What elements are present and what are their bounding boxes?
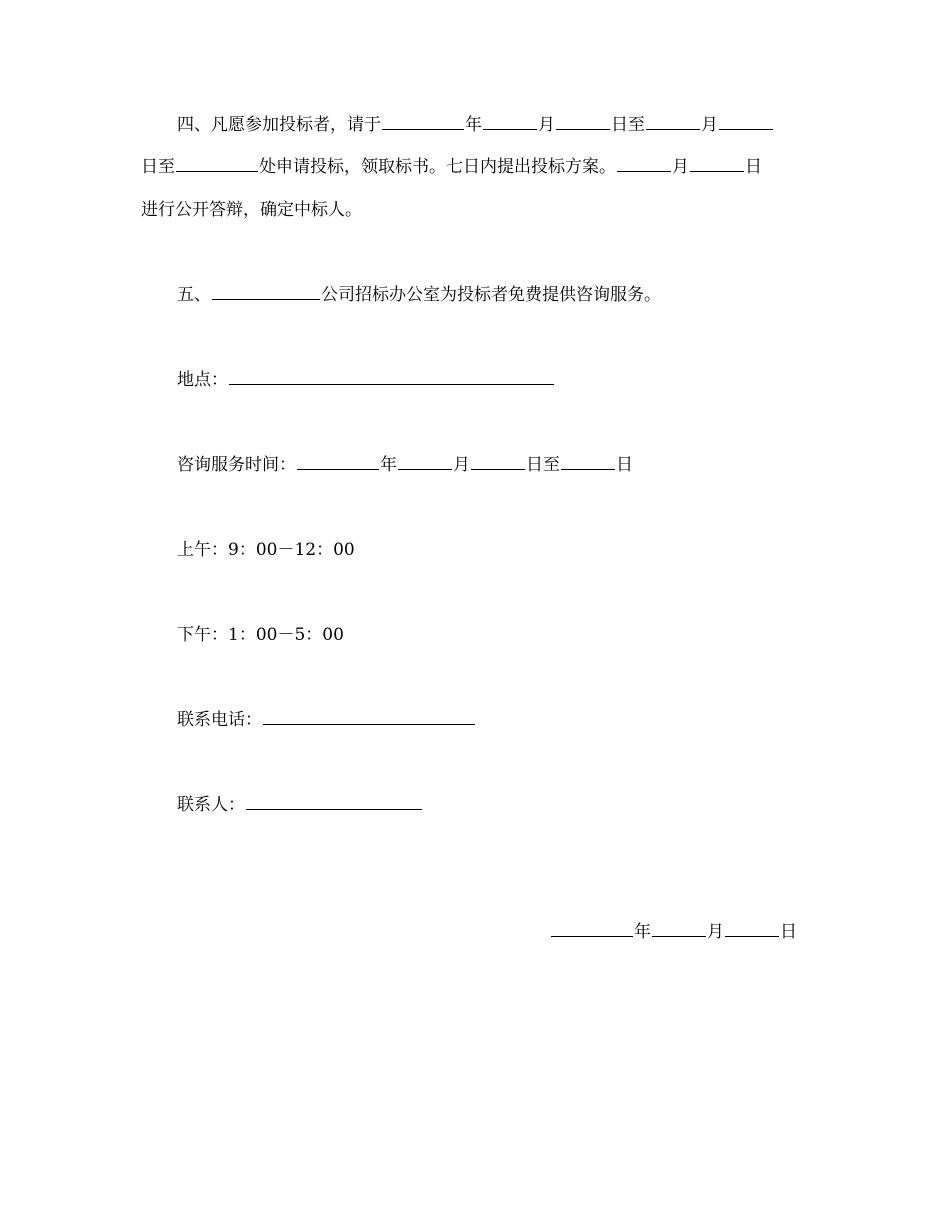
year-label: 年 (465, 115, 482, 135)
para4-apply-text: 处申请投标，领取标书。七日内提出投标方案。 (259, 157, 616, 177)
afternoon-hours (177, 623, 344, 647)
month-label: 月 (701, 115, 718, 135)
year-blank[interactable] (551, 920, 633, 937)
contact-label: 联系人： (177, 795, 245, 815)
para4-closing: 进行公开答辩，确定中标人。 (141, 200, 362, 220)
afternoon-hours-text: 下午：1：00－5：00 (177, 625, 344, 645)
day-blank[interactable] (556, 113, 610, 130)
phone-blank[interactable] (263, 708, 475, 725)
day-blank[interactable] (561, 453, 615, 470)
consult-time-line (177, 453, 633, 477)
morning-hours-text: 上午：9：00－12：00 (177, 540, 355, 560)
para5 (177, 283, 661, 307)
place-blank[interactable] (176, 155, 258, 172)
month-label: 月 (453, 455, 470, 475)
morning-hours (177, 538, 355, 562)
day-to-label: 日至 (611, 115, 645, 135)
day-label: 日 (745, 157, 762, 177)
para5-text: 公司招标办公室为投标者免费提供咨询服务。 (321, 285, 661, 305)
day-blank[interactable] (725, 920, 779, 937)
phone-line (177, 708, 476, 732)
location-line (177, 368, 555, 392)
year-blank[interactable] (297, 453, 379, 470)
phone-label: 联系电话： (177, 710, 262, 730)
year-label: 年 (380, 455, 397, 475)
day-to-label: 日至 (526, 455, 560, 475)
para4-line2 (141, 155, 762, 179)
para4-line1 (177, 113, 774, 137)
day-label: 日 (780, 922, 797, 942)
day-label: 日 (616, 455, 633, 475)
contact-line (177, 793, 423, 817)
consult-time-label: 咨询服务时间： (177, 455, 296, 475)
signature-date (550, 920, 797, 944)
day-blank[interactable] (719, 113, 773, 130)
para4-line3 (141, 198, 362, 222)
para5-prefix: 五、 (177, 285, 211, 305)
year-blank[interactable] (382, 113, 464, 130)
month-label: 月 (672, 157, 689, 177)
day-blank[interactable] (471, 453, 525, 470)
year-label: 年 (634, 922, 651, 942)
location-blank[interactable] (229, 368, 554, 385)
company-blank[interactable] (212, 283, 320, 300)
day-to-label: 日至 (141, 157, 175, 177)
month-label: 月 (707, 922, 724, 942)
month-blank[interactable] (483, 113, 537, 130)
month-blank[interactable] (646, 113, 700, 130)
day-blank[interactable] (690, 155, 744, 172)
month-blank[interactable] (652, 920, 706, 937)
para4-intro: 四、凡愿参加投标者，请于 (177, 115, 381, 135)
month-blank[interactable] (617, 155, 671, 172)
month-blank[interactable] (398, 453, 452, 470)
month-label: 月 (538, 115, 555, 135)
location-label: 地点： (177, 370, 228, 390)
contact-blank[interactable] (246, 793, 422, 810)
